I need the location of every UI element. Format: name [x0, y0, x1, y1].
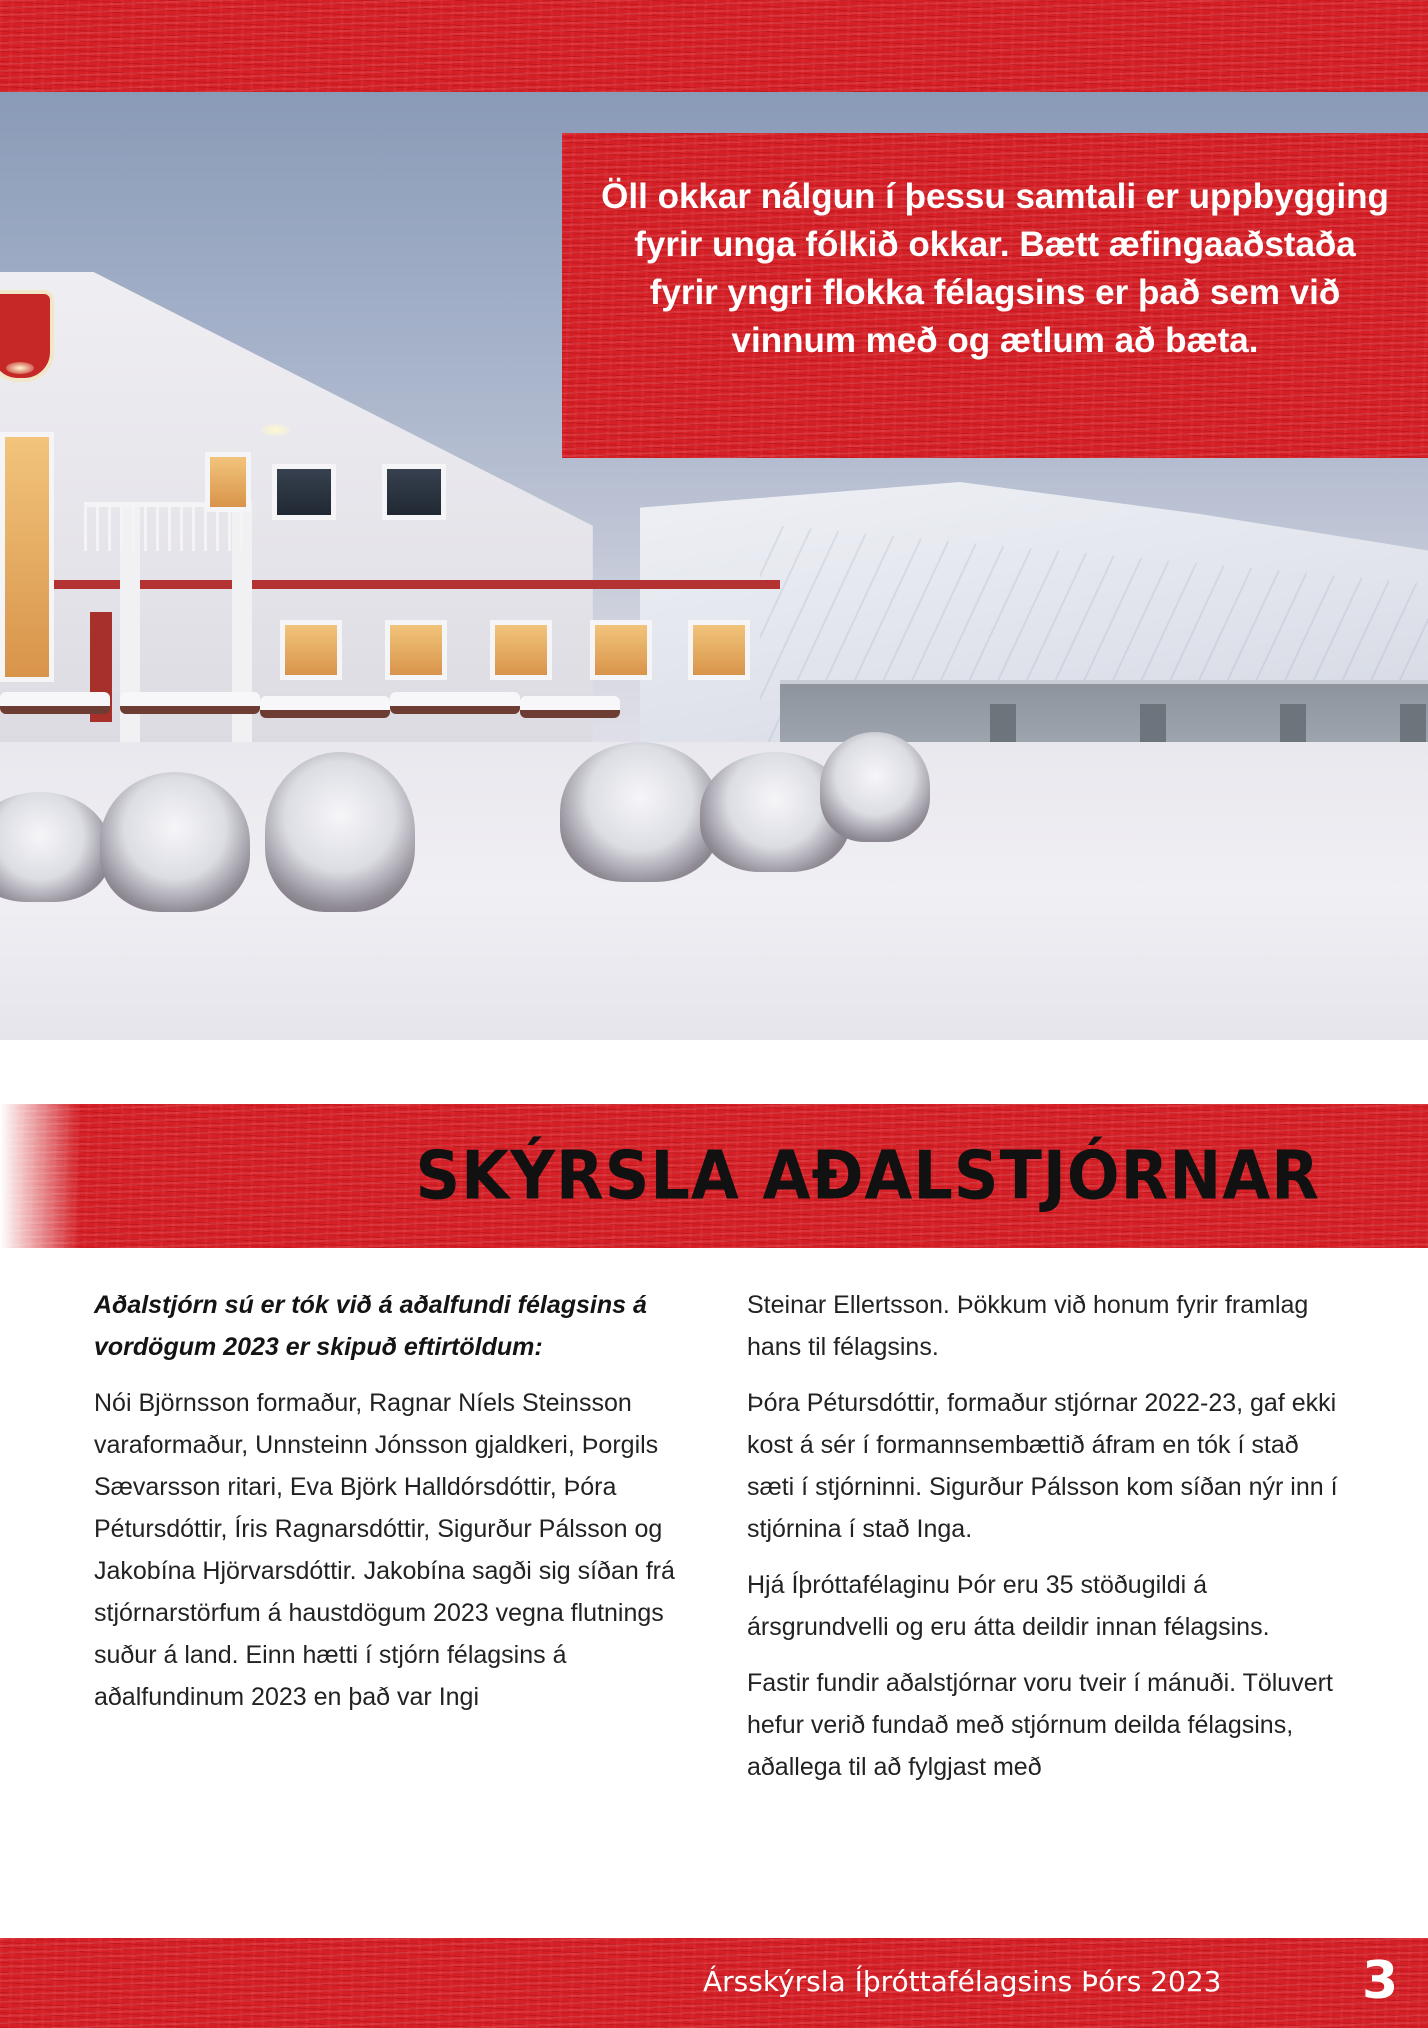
section-title: SKÝRSLA AÐALSTJÓRNAR [415, 1136, 1320, 1215]
building-window [280, 620, 342, 680]
lead-paragraph: Aðalstjórn sú er tók við á aðalfundi félagsins á vordögum 2023 er skipuð eftirtöldum: [94, 1291, 647, 1361]
pull-quote-text: Öll okkar nálgun í þessu samtali er uppbygging fyrir unga fólkið okkar. Bætt æfingaaðstaða fyrir yngri flokka félagsins er það sem við vinnum með og ætlum að bæta. [601, 177, 1389, 360]
body-paragraph: Steinar Ellertsson. Þökkum við honum fyrir framlag hans til félagsins. [747, 1291, 1309, 1361]
building-window [0, 432, 54, 682]
header-red-band [0, 0, 1428, 92]
body-paragraph: Þóra Pétursdóttir, formaður stjórnar 2022-23, gaf ekki kost á sér í formannsembættið áfram en tók í stað sæti í stjórninni. Sigurður Pálsson kom síðan nýr inn í stjórnina í stað Inga. [747, 1389, 1338, 1543]
snowy-bush [100, 772, 250, 912]
building-window [688, 620, 750, 680]
wall-light [6, 362, 34, 374]
left-column [94, 1284, 692, 1732]
body-paragraph: Nói Björnsson formaður, Ragnar Níels Steinsson varaformaður, Unnsteinn Jónsson gjaldkeri, Þorgils Sævarsson ritari, Eva Björk Halldórsdóttir, Þóra Pétursdóttir, Íris Ragnarsdóttir, Sigurður Pálsson og Jakobína Hjörvarsdóttir. Jakobína sagði sig síðan frá stjórnarstörfum á haustdögum 2023 vegna flutnings suður á land. Einn hætti í stjórn félagsins á aðalfundinum 2023 en það var Ingi [94, 1389, 675, 1711]
pull-quote-box [562, 133, 1428, 458]
body-paragraph: Fastir fundir aðalstjórnar voru tveir í mánuði. Töluvert hefur verið fundað með stjórnum deilda félagsins, aðallega til að fylgjast með [747, 1669, 1333, 1781]
footer-band [0, 1938, 1428, 2028]
picnic-table [520, 696, 620, 718]
picnic-table [260, 696, 390, 718]
footer-title: Ársskýrsla Íþróttafélagsins Þórs 2023 [703, 1965, 1222, 1998]
snowy-bush [560, 742, 720, 882]
body-paragraph: Hjá Íþróttafélaginu Þór eru 35 stöðugildi á ársgrundvelli og eru átta deildir innan félagsins. [747, 1571, 1270, 1641]
band-fade [0, 1104, 80, 1248]
wall-light [262, 424, 290, 436]
building-window [205, 452, 251, 512]
snowy-bush [820, 732, 930, 842]
picnic-table [0, 692, 110, 714]
building-window [272, 464, 336, 520]
building-window [385, 620, 447, 680]
section-title-band [0, 1104, 1428, 1248]
snowy-bush [265, 752, 415, 912]
building-window [590, 620, 652, 680]
right-column [747, 1284, 1347, 1802]
building-window [382, 464, 446, 520]
picnic-table [120, 692, 260, 714]
picnic-table [390, 692, 520, 714]
building-red-stripe [0, 580, 780, 589]
page-number: 3 [1362, 1951, 1399, 2011]
building-window [490, 620, 552, 680]
